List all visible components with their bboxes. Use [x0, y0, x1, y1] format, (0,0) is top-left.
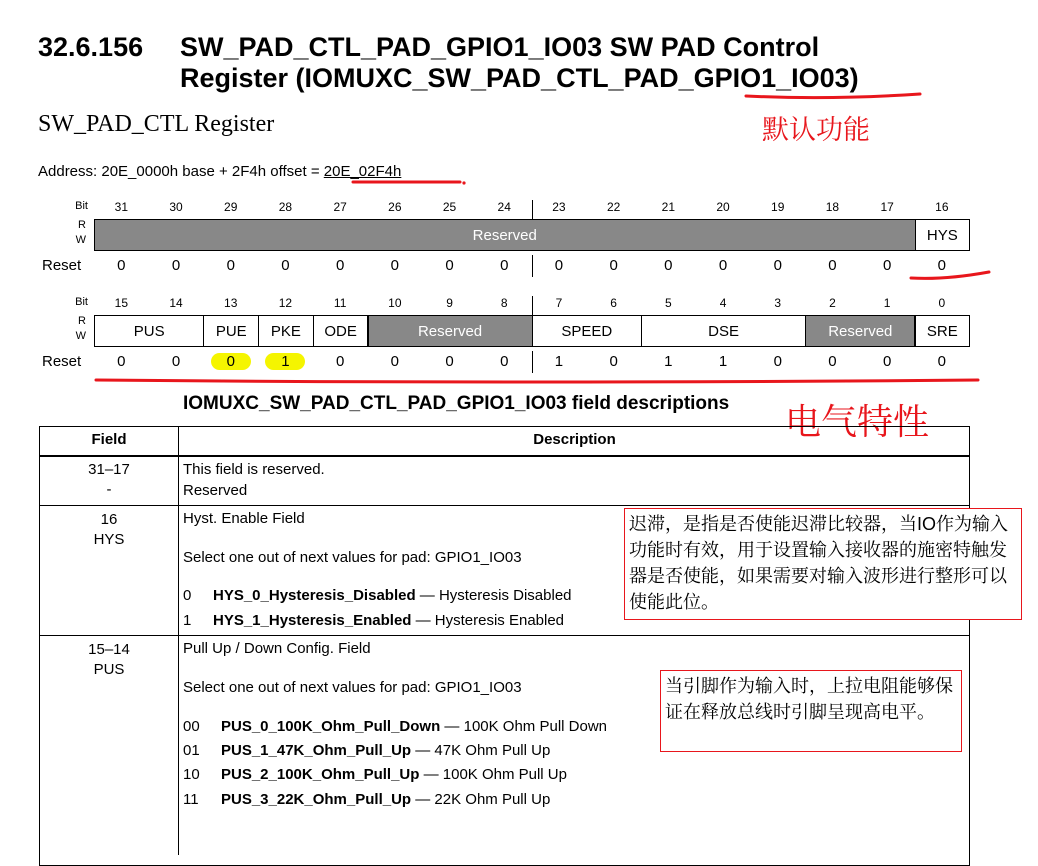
bit-number: 2: [829, 296, 836, 310]
value-name: PUS_0_100K_Ohm_Pull_Down: [221, 718, 441, 735]
reset-value-text: 0: [117, 257, 126, 274]
register-field-reserved: Reserved: [94, 219, 916, 251]
reset-value-text: 0: [882, 257, 892, 274]
reset-value: [860, 353, 915, 370]
bit-number: 23: [552, 200, 566, 214]
address-prefix: Address: 20E_0000h base + 2F4h offset =: [38, 163, 324, 180]
value-code: 10: [183, 766, 200, 783]
reset-value-text: 1: [664, 353, 673, 370]
pus-annotation-box: 当引脚作为输入时，上拉电阻能够保证在释放总线时引脚呈现高电平。: [660, 670, 962, 752]
value-name: HYS_1_Hysteresis_Enabled: [213, 612, 412, 629]
reset-value-text: 0: [117, 353, 126, 370]
value-code: 00: [183, 718, 200, 735]
reset-value: [805, 257, 860, 274]
row-reserved-field: [39, 460, 179, 500]
value-text: — 22K Ohm Pull Up: [411, 791, 551, 808]
reset-value-text: 0: [226, 257, 235, 274]
reset-value: [696, 257, 751, 274]
reset-value-text: 0: [390, 353, 400, 370]
bit-number: 25: [442, 200, 457, 214]
lower-reset-underline-mark: [90, 374, 990, 388]
bit-number: 21: [661, 200, 676, 214]
bit-number: 27: [333, 200, 347, 214]
table-row-divider: [39, 505, 970, 506]
byte-separator: [532, 296, 533, 316]
register-field-hys: HYS: [915, 219, 971, 251]
read-label: R: [78, 219, 86, 231]
field-name: HYS: [93, 531, 125, 548]
reset-value: [641, 257, 696, 274]
byte-separator: [532, 255, 533, 277]
reset-value-text: 0: [882, 353, 892, 370]
reset-value: [258, 353, 313, 370]
reset-value-text: 0: [500, 353, 509, 370]
reset-value-text: 0: [937, 353, 947, 370]
reset-value-text: 0: [718, 257, 728, 274]
reset-value: [149, 353, 204, 370]
value-code: 0: [183, 587, 192, 604]
field-bits: 31–17: [88, 461, 130, 478]
field-name: -: [106, 481, 112, 498]
register-subtitle: SW_PAD_CTL Register: [38, 111, 275, 137]
table-header-divider: [39, 455, 970, 457]
reset-value-text: 0: [828, 257, 837, 274]
register-field-reserved: Reserved: [368, 315, 533, 347]
value-text: — Hysteresis Enabled: [411, 612, 565, 629]
reset-value: [368, 353, 423, 370]
register-field-sre: SRE: [915, 315, 971, 347]
bit-number: 0: [938, 296, 946, 310]
value-text: — 47K Ohm Pull Up: [411, 742, 551, 759]
bit-number: 12: [278, 296, 293, 310]
register-field-reserved: Reserved: [805, 315, 915, 347]
reset-value-highlight: 0: [211, 353, 251, 370]
reset-value-text: 0: [500, 257, 509, 274]
address-underline-mark: [348, 176, 478, 190]
write-label: W: [75, 234, 86, 246]
electrical-characteristics-note: 电气特性: [785, 401, 930, 442]
reset-value: [750, 257, 805, 274]
reset-value: [532, 353, 587, 370]
reset-value-text: 0: [937, 257, 947, 274]
value-name: PUS_1_47K_Ohm_Pull_Up: [221, 742, 412, 759]
bit-number: 13: [224, 296, 238, 310]
bit-number: 29: [224, 200, 238, 214]
reset-value-text: 0: [171, 257, 181, 274]
hys-value-0: [183, 587, 572, 604]
reset-value: [313, 257, 368, 274]
reset-value-text: 0: [171, 353, 181, 370]
hys-select-text: Select one out of next values for pad: GPIO1_IO03: [183, 549, 522, 566]
reserved-desc-line: Reserved: [183, 482, 248, 499]
bit-number: 30: [169, 200, 183, 214]
reset-value: [805, 353, 860, 370]
pus-value-00: [183, 718, 607, 735]
reset-value-text: 0: [773, 257, 782, 274]
value-name: PUS_3_22K_Ohm_Pull_Up: [221, 791, 412, 808]
pus-select-text: Select one out of next values for pad: GPIO1_IO03: [183, 679, 522, 696]
reset-value-text: 0: [554, 257, 564, 274]
value-code: 1: [183, 612, 192, 629]
table-caption: IOMUXC_SW_PAD_CTL_PAD_GPIO1_IO03 field descriptions: [183, 393, 730, 414]
reserved-desc-line: This field is reserved.: [183, 461, 325, 478]
bit-number: 15: [114, 296, 129, 310]
reset-value: [477, 257, 532, 274]
bit-number: 22: [606, 200, 621, 214]
reset-value-text: 0: [281, 257, 290, 274]
bit-number: 14: [169, 296, 183, 310]
row-hys-field: [39, 510, 179, 550]
hys-value-1: [183, 612, 564, 629]
reset-label: Reset: [42, 353, 82, 370]
hys-reset-underline-mark: [905, 264, 995, 284]
field-bits: 15–14: [88, 641, 130, 658]
reset-value-text: 0: [335, 257, 345, 274]
reset-value: [203, 257, 258, 274]
reset-value-text: 0: [335, 353, 345, 370]
reset-value-text: 0: [664, 257, 673, 274]
register-field-dse: DSE: [641, 315, 806, 347]
header-field: Field: [91, 431, 127, 448]
reset-value: [149, 257, 204, 274]
hys-title: Hyst. Enable Field: [183, 510, 305, 527]
pus-title: Pull Up / Down Config. Field: [183, 640, 371, 657]
bit-number: 3: [774, 296, 782, 310]
field-bits: 16: [100, 511, 118, 528]
register-field-pke: PKE: [258, 315, 314, 347]
read-label: R: [78, 315, 86, 327]
byte-separator: [532, 200, 533, 220]
bit-number: 8: [500, 296, 508, 310]
table-row-divider: [39, 635, 970, 636]
bit-number: 6: [610, 296, 617, 310]
reset-value: [641, 353, 696, 370]
reset-value: [203, 353, 258, 370]
register-field-speed: SPEED: [532, 315, 642, 347]
bit-number: 4: [719, 296, 727, 310]
default-function-note: 默认功能: [762, 115, 870, 145]
reset-value: [696, 353, 751, 370]
reset-value: [313, 353, 368, 370]
bit-number: 11: [333, 296, 347, 310]
field-name: PUS: [93, 661, 125, 678]
reset-value: [258, 257, 313, 274]
reset-value: [586, 353, 641, 370]
value-code: 01: [183, 742, 200, 759]
reset-value-text: 0: [445, 353, 454, 370]
reset-value-text: 0: [828, 353, 837, 370]
byte-separator: [532, 351, 533, 373]
bit-number: 18: [825, 200, 840, 214]
value-code: 11: [183, 791, 199, 808]
reset-value: [368, 257, 423, 274]
reset-value: [586, 257, 641, 274]
reset-value-text: 1: [718, 353, 728, 370]
reset-value-text: 0: [609, 257, 618, 274]
bit-label: Bit: [75, 296, 88, 308]
reset-value: [532, 257, 587, 274]
row-pus-field: [39, 640, 179, 680]
register-address: [38, 163, 401, 180]
bit-number: 26: [388, 200, 402, 214]
reset-value: [94, 353, 149, 370]
reset-value: [915, 353, 970, 370]
bit-number: 16: [935, 200, 949, 214]
reset-value-highlight: 1: [265, 353, 305, 370]
reset-value: [422, 257, 477, 274]
reset-value-text: 0: [390, 257, 400, 274]
bit-number: 17: [880, 200, 894, 214]
header-description: Description: [533, 431, 616, 448]
reset-value-text: 1: [554, 353, 564, 370]
bit-number: 10: [388, 296, 402, 310]
bit-label: Bit: [75, 200, 88, 212]
bit-number: 5: [665, 296, 672, 310]
reset-value-text: 0: [445, 257, 454, 274]
pus-value-10: [183, 766, 567, 783]
value-text: — Hysteresis Disabled: [415, 587, 572, 604]
register-field-ode: ODE: [313, 315, 369, 347]
bit-number: 28: [278, 200, 293, 214]
reset-value: [750, 353, 805, 370]
reset-value: [94, 257, 149, 274]
reset-label: Reset: [42, 257, 82, 274]
bit-number: 1: [883, 296, 891, 310]
pus-value-01: [183, 742, 550, 759]
register-field-pus: PUS: [94, 315, 204, 347]
bit-number: 9: [446, 296, 453, 310]
bit-number: 19: [771, 200, 785, 214]
bit-number: 20: [716, 200, 730, 214]
title-underline-mark: [740, 90, 930, 104]
bit-number: 31: [114, 200, 129, 214]
register-field-pue: PUE: [203, 315, 259, 347]
hys-annotation-box: 迟滞，是指是否使能迟滞比较器，当IO作为输入功能时有效，用于设置输入接收器的施密特触发器是否使能，如果需要对输入波形进行整形可以使能此位。: [624, 508, 1022, 620]
value-name: HYS_0_Hysteresis_Disabled: [213, 587, 416, 604]
register-title-line1: SW_PAD_CTL_PAD_GPIO1_IO03 SW PAD Control: [180, 32, 820, 62]
write-label: W: [75, 330, 86, 342]
value-name: PUS_2_100K_Ohm_Pull_Up: [221, 766, 420, 783]
pus-value-11: [183, 791, 550, 808]
address-value: 20E_02F4h: [323, 163, 402, 180]
reset-value-text: 0: [773, 353, 782, 370]
bit-number: 7: [555, 296, 563, 310]
reset-value: [422, 353, 477, 370]
reset-value: [477, 353, 532, 370]
value-text: — 100K Ohm Pull Up: [419, 766, 567, 783]
register-title-line2: Register (IOMUXC_SW_PAD_CTL_PAD_GPIO1_IO03): [180, 63, 859, 93]
value-text: — 100K Ohm Pull Down: [440, 718, 608, 735]
section-number: 32.6.156: [38, 32, 144, 62]
bit-number: 24: [497, 200, 511, 214]
reset-value-text: 0: [609, 353, 618, 370]
